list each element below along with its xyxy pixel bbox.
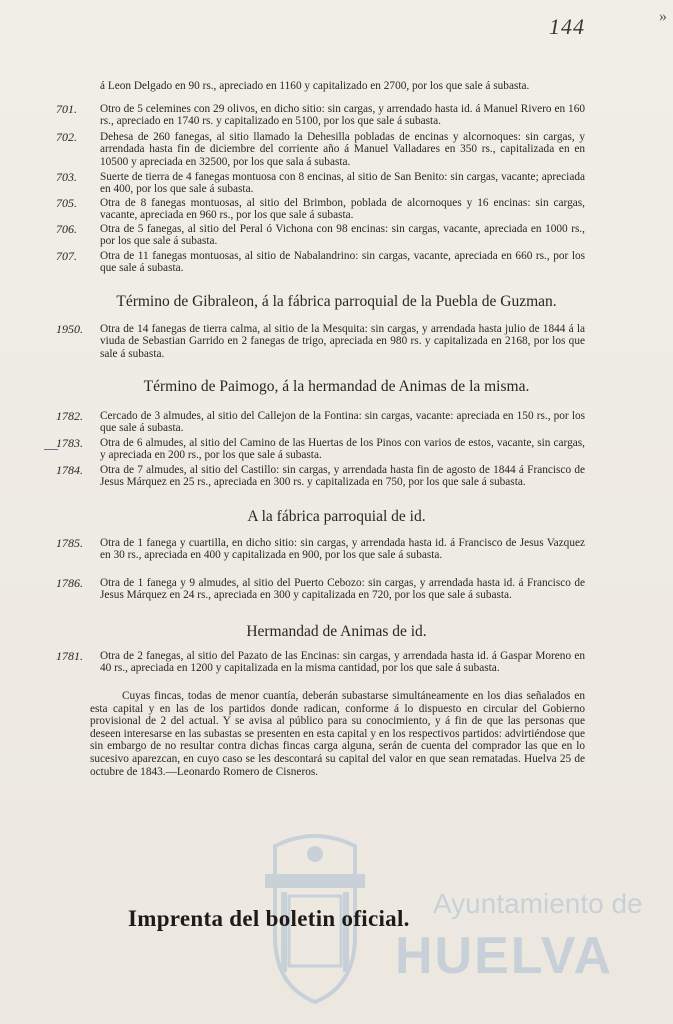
entry-text: Cercado de 3 almudes, al sitio del Callejon de la Fontina: sin cargas, vacante: apreciada en 150 rs., por los que sale á subasta. (100, 410, 585, 435)
watermark-line2: HUELVA (395, 927, 614, 985)
entry-number: 707. (56, 249, 77, 263)
entry-text: Dehesa de 260 fanegas, al sitio llamado la Dehesilla pobladas de encinas y alcornoques: sin cargas, y arrendada hasta fin de diciembre del corriente año á Manuel Valladares en 350 rs., capitalizada en en 10500 y apreciada en 32500, por los que sala á subasta. (100, 131, 585, 168)
entry-number: 703. (56, 170, 77, 184)
entry-number: 1782. (56, 409, 83, 423)
entry-text: Otra de 1 fanega y cuartilla, en dicho sitio: sin cargas, y arrendada hasta id. á Francisco de Jesus Vazquez en 30 rs., apreciada en 400 y capitalizada en 900, por los que sale á subasta. (100, 537, 585, 562)
section-heading-gibraleon: Término de Gibraleon, á la fábrica parroquial de la Puebla de Guzman. (116, 293, 557, 310)
entry-text: Otra de 1 fanega y 9 almudes, al sitio del Puerto Cebozo: sin cargas, y arrendada hasta id. á Francisco de Jesus Márquez en 24 rs., apreciada en 300 y capitalizada en 720, por los que sale á subasta. (100, 577, 585, 602)
entry-text: Otra de 5 fanegas, al sitio del Peral ó Vichona con 98 encinas: sin cargas, vacante, apreciada en 1000 rs., por los que sale á subasta. (100, 223, 585, 248)
entry-number: 1786. (56, 576, 83, 590)
entry-number: 1783. (56, 436, 83, 450)
entry-text: Otra de 8 fanegas montuosas, al sitio del Brimbon, poblada de alcornoques y 16 encinas: sin cargas, vacante, apreciada en 960 rs., por los que sale á subasta. (100, 197, 585, 222)
entry-text: Otra de 2 fanegas, al sitio del Pazato de las Encinas: sin cargas, y arrendada hasta id. á Gaspar Moreno en 40 rs., apreciada en 1200 y capitalizada en la misma cantidad, por los que sale á subasta. (100, 650, 585, 675)
entry-text: Suerte de tierra de 4 fanegas montuosa con 8 encinas, al sitio de San Benito: sin cargas, vacante; apreciada en 400, por los que sale á subasta. (100, 171, 585, 196)
entry-number: 1784. (56, 463, 83, 477)
entry-text: Otra de 11 fanegas montuosas, al sitio de Nabalandrino: sin cargas, vacante, apreciada en 660 rs., por los que sale á subasta. (100, 250, 585, 275)
entry-number: 1950. (56, 322, 83, 336)
entry-text: Otro de 5 celemines con 29 olivos, en dicho sitio: sin cargas, y arrendado hasta id. á Manuel Rivero en 160 rs., apreciado en 1740 rs. y capitalizado en 5100, por los que sale á subasta. (100, 103, 585, 128)
entry-number: 1781. (56, 649, 83, 663)
entry-number: 706. (56, 222, 77, 236)
entry-number: 701. (56, 102, 77, 116)
entry-number: 702. (56, 130, 77, 144)
closing-paragraph: Cuyas fincas, todas de menor cuantía, deberán subastarse simultáneamente en los dias señalados en esta capital y en las de los partidos donde radican, conforme á lo dispuesto en circular del Gobierno provisional de 2 del actual. Y se avisa al público para su conocimiento, y á fin de que las personas que deseen interesarse en las subastas se presenten en esta capital y en los respectivos partidos: advirtiéndose que sin embargo de no resultar contra dichas fincas carga alguna, serán de cuenta del comprador las que en lo sucesivo aparezcan, en cuyo caso se les descontará su capital del valor en que sean rematadas. Huelva 25 de octubre de 1843.—Leonardo Romero de Cisneros. (90, 690, 585, 778)
corner-mark: » (659, 8, 667, 25)
imprint-line: Imprenta del boletin oficial. (128, 906, 410, 931)
entry-number: 1785. (56, 536, 83, 550)
entry-text: Otra de 14 fanegas de tierra calma, al sitio de la Mesquita: sin cargas, y arrendada hasta julio de 1844 á la viuda de Sebastian Garrido en 2 fanegas de trigo, apreciada en 980 rs. y capitalizada en 2168, por los que sale á subasta. (100, 323, 585, 360)
page-number: 144 (549, 14, 585, 39)
section-heading-hermandad: Hermandad de Animas de id. (246, 623, 427, 640)
entry-text: Otra de 6 almudes, al sitio del Camino de las Huertas de los Pinos con varios de estos, vacante, sin cargas, y apreciada en 200 rs., por los que sale á subasta. (100, 437, 585, 462)
entry-text: Otra de 7 almudes, al sitio del Castillo: sin cargas, y arrendada hasta fin de agosto de 1844 á Francisco de Jesus Márquez en 25 rs., apreciada en 300 rs. y capitalizada en 750, por los que sale á subasta. (100, 464, 585, 489)
section-heading-paimogo: Término de Paimogo, á la hermandad de Animas de la misma. (143, 378, 530, 395)
entry-text: á Leon Delgado en 90 rs., apreciado en 1160 y capitalizado en 2700, por los que sale á subasta. (100, 80, 530, 92)
section-heading-fabrica: A la fábrica parroquial de id. (247, 508, 426, 525)
entry-number: 705. (56, 196, 77, 210)
watermark-line1: Ayuntamiento de (433, 888, 643, 919)
